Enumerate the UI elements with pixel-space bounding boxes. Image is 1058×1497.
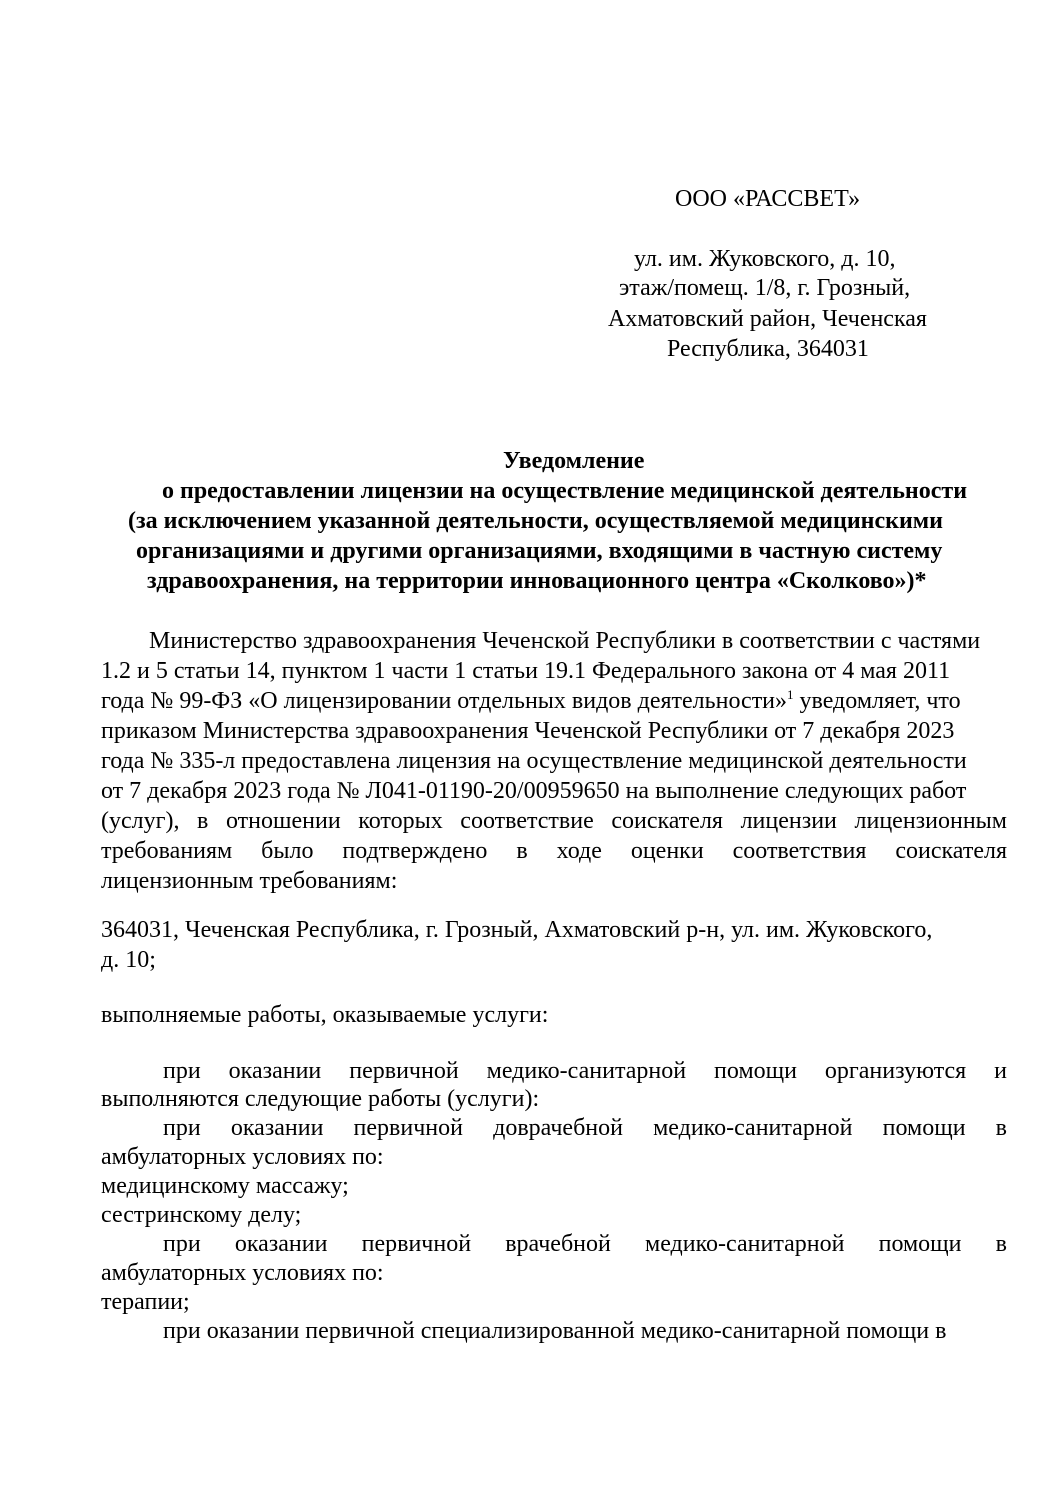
paragraph-1-line-1: Министерство здравоохранения Чеченской Республики в соответствии с частями [149,628,981,654]
recipient-address-line-1: ул. им. Жуковского, д. 10, [634,246,896,272]
paragraph-1-line-4: приказом Министерства здравоохранения Чеченской Республики от 7 декабря 2023 [101,718,955,744]
paragraph-1-line-3-tail: уведомляет, что [799,688,961,714]
footnote-mark: 1 [787,687,794,702]
recipient-address-line-4: Республика, 364031 [667,336,869,362]
recipient-address-line-2: этаж/помещ. 1/8, г. Грозный, [619,275,911,301]
services-line-6: сестринскому делу; [101,1202,302,1228]
address-line-2: д. 10; [101,947,156,973]
services-line-8: амбулаторных условиях по: [101,1260,384,1286]
paragraph-1-line-7: (услуг), в отношении которых соответствие соискателя лицензии лицензионным [101,808,1007,834]
services-line-2: выполняются следующие работы (услуги): [101,1086,540,1112]
services-line-7: при оказании первичной врачебной медико-санитарной помощи в [163,1231,1007,1257]
heading-line-2: о предоставлении лицензии на осуществление медицинской деятельности [162,478,968,504]
services-line-10: при оказании первичной специализированной медико-санитарной помощи в [163,1318,947,1344]
heading-title: Уведомление [503,448,645,474]
recipient-address-line-3: Ахматовский район, Чеченская [608,306,927,332]
address-line-1: 364031, Чеченская Республика, г. Грозный, Ахматовский р-н, ул. им. Жуковского, [101,917,933,943]
services-line-3: при оказании первичной доврачебной медико-санитарной помощи в [163,1115,1007,1141]
paragraph-1-line-5: года № 335-л предоставлена лицензия на осуществление медицинской деятельности [101,748,967,774]
paragraph-1-line-9: лицензионным требованиям: [101,868,398,894]
services-label: выполняемые работы, оказываемые услуги: [101,1002,549,1028]
paragraph-1-line-6: от 7 декабря 2023 года № Л041-01190-20/00959650 на выполнение следующих работ [101,778,967,804]
heading-line-3: (за исключением указанной деятельности, осуществляемой медицинскими [128,508,943,534]
paragraph-1-line-3-text: года № 99-ФЗ «О лицензировании отдельных видов деятельности» [101,688,788,714]
services-line-4: амбулаторных условиях по: [101,1144,384,1170]
services-line-9: терапии; [101,1289,190,1315]
recipient-name: ООО «РАССВЕТ» [675,186,861,212]
services-line-1: при оказании первичной медико-санитарной помощи организуются и [163,1058,1007,1084]
services-line-5: медицинскому массажу; [101,1173,349,1199]
paragraph-1-line-3 [101,687,961,716]
paragraph-1-line-2: 1.2 и 5 статьи 14, пунктом 1 части 1 статьи 19.1 Федерального закона от 4 мая 2011 [101,658,951,684]
heading-line-4: организациями и другими организациями, входящими в частную систему [136,538,943,564]
paragraph-1-line-8: требованиям было подтверждено в ходе оценки соответствия соискателя [101,838,1007,864]
heading-line-5: здравоохранения, на территории инновационного центра «Сколково»)* [147,568,927,594]
